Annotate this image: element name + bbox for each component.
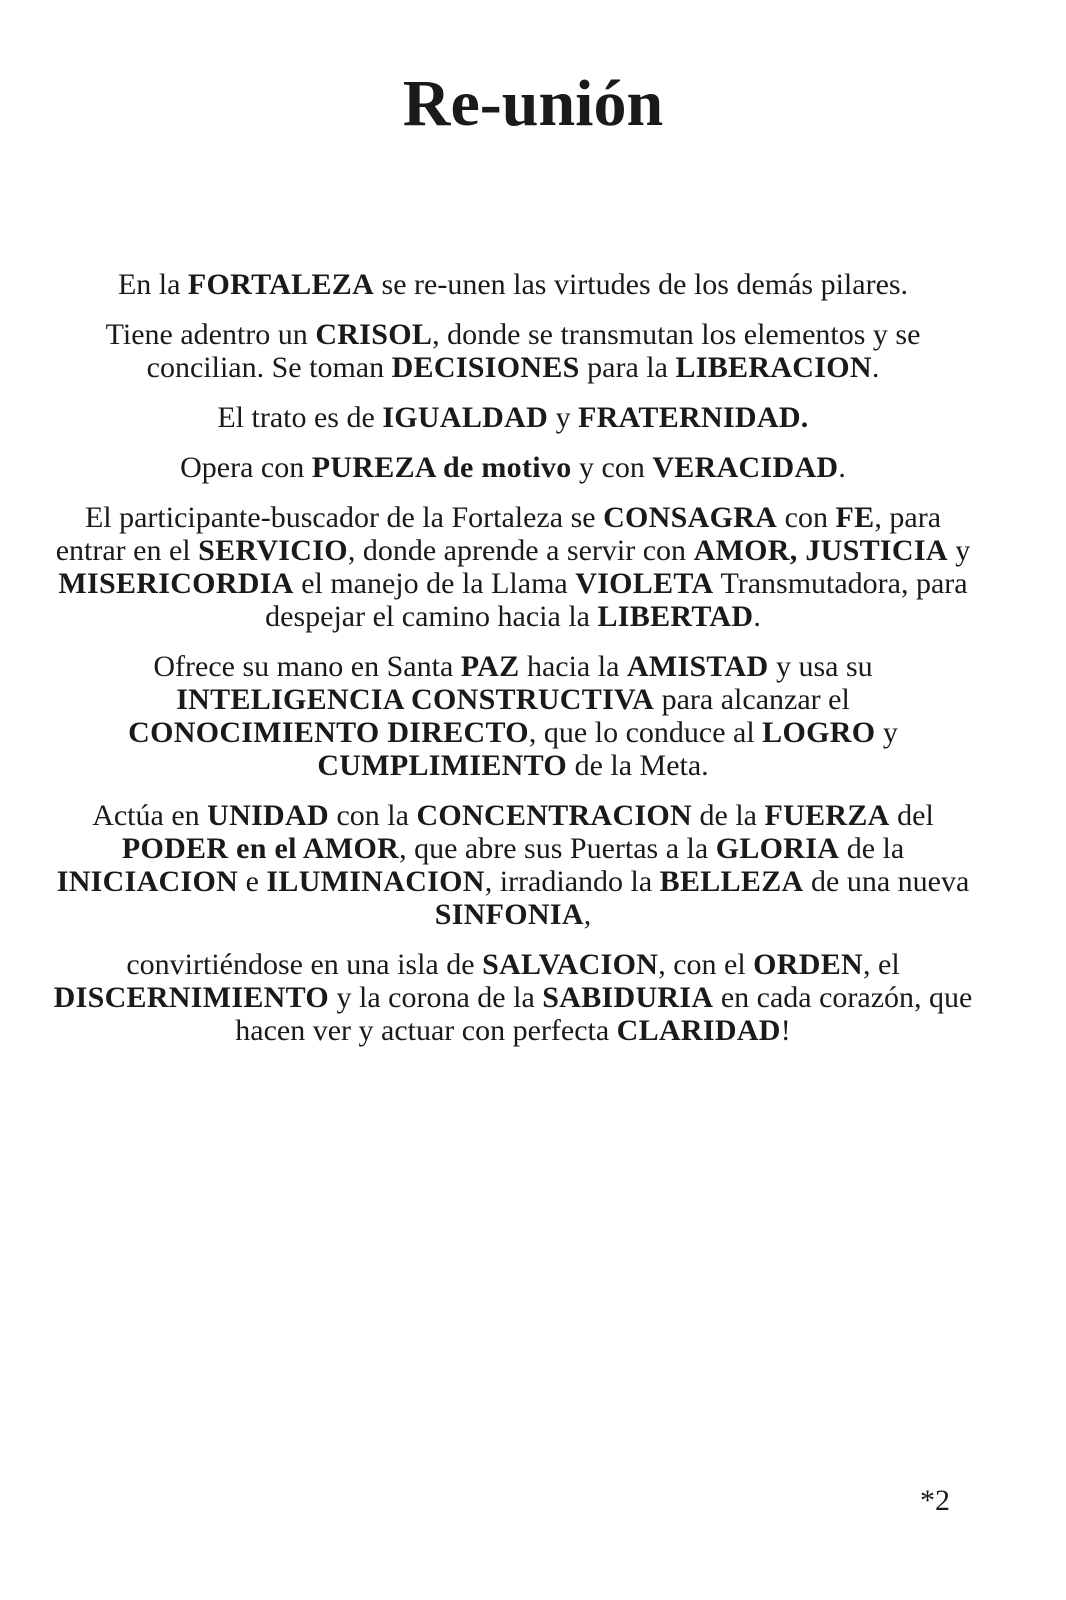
emphasis-text: INICIACION: [56, 865, 239, 898]
emphasis-text: MISERICORDIA: [58, 567, 294, 600]
emphasis-text: SABIDURIA: [542, 981, 714, 1014]
emphasis-text: CRISOL: [315, 318, 433, 351]
text-run: , con el: [658, 948, 754, 981]
emphasis-text: DECISIONES: [391, 351, 580, 384]
text-run: Ofrece su mano en Santa: [153, 650, 461, 683]
emphasis-text: FUERZA: [764, 799, 890, 832]
emphasis-text: LIBERTAD: [597, 600, 754, 633]
text-run: en cada corazón, que hacen ver y actuar con perfecta: [235, 981, 973, 1047]
emphasis-text: ORDEN: [753, 948, 863, 981]
emphasis-text: SERVICIO: [198, 534, 348, 567]
emphasis-text: VIOLETA: [575, 567, 714, 600]
text-run: , que lo conduce al: [528, 716, 763, 749]
emphasis-text: LOGRO: [762, 716, 876, 749]
emphasis-text: AMOR, JUSTICIA: [693, 534, 948, 567]
text-run: , irradiando la: [484, 865, 660, 898]
text-run: para la: [579, 351, 676, 384]
text-run: y la corona de la: [329, 981, 543, 1014]
page-number: *2: [920, 1484, 950, 1517]
text-run: con: [777, 501, 836, 534]
emphasis-text: VERACIDAD: [652, 451, 839, 484]
text-run: del: [889, 799, 934, 832]
text-run: Tiene adentro un: [105, 318, 316, 351]
emphasis-text: IGUALDAD: [382, 401, 549, 434]
emphasis-text: BELLEZA: [659, 865, 804, 898]
text-run: .: [838, 451, 846, 484]
emphasis-text: CONSAGRA: [603, 501, 778, 534]
emphasis-text: CONCENTRACION: [416, 799, 693, 832]
text-run: de la Meta.: [567, 749, 709, 782]
emphasis-text: SINFONIA: [434, 898, 584, 931]
text-run: e: [238, 865, 267, 898]
text-run: se re-unen las virtudes de los demás pilares.: [374, 268, 909, 301]
emphasis-text: DISCERNIMIENTO: [53, 981, 330, 1014]
paragraph: [48, 318, 978, 384]
emphasis-text: PUREZA de motivo: [311, 451, 572, 484]
text-run: ,: [583, 898, 592, 931]
emphasis-text: PAZ: [460, 650, 520, 683]
paragraph: [48, 268, 978, 301]
emphasis-text: CUMPLIMIENTO: [317, 749, 568, 782]
text-run: y: [875, 716, 898, 749]
emphasis-text: SALVACION: [482, 948, 659, 981]
emphasis-text: FE: [835, 501, 875, 534]
text-run: y con: [571, 451, 653, 484]
text-run: !: [780, 1014, 791, 1047]
text-run: y usa su: [768, 650, 873, 683]
emphasis-text: ILUMINACION: [266, 865, 485, 898]
paragraph: [48, 650, 978, 782]
emphasis-text: FORTALEZA: [187, 268, 375, 301]
text-run: , que abre sus Puertas a la: [399, 832, 716, 865]
emphasis-text: CLARIDAD: [616, 1014, 781, 1047]
emphasis-text: INTELIGENCIA CONSTRUCTIVA: [176, 683, 655, 716]
text-run: .: [871, 351, 880, 384]
text-run: y: [947, 534, 971, 567]
text-run: Transmutadora, para despejar el camino hacia la: [265, 567, 968, 633]
emphasis-text: CONOCIMIENTO DIRECTO: [128, 716, 529, 749]
text-run: En la: [117, 268, 188, 301]
text-run: , para entrar en el: [55, 501, 942, 567]
paragraph: [48, 451, 978, 484]
text-run: El trato es de: [217, 401, 383, 434]
paragraph: [48, 948, 978, 1047]
paragraph: [48, 799, 978, 931]
text-run: convirtiéndose en una isla de: [126, 948, 483, 981]
text-run: El participante-buscador de la Fortaleza se: [84, 501, 604, 534]
text-run: de la: [839, 832, 905, 865]
page-title: Re-unión: [402, 67, 664, 140]
emphasis-text: FRATERNIDAD.: [578, 401, 809, 434]
text-run: , donde aprende a servir con: [347, 534, 694, 567]
text-run: con la: [328, 799, 417, 832]
text-run: Opera con: [180, 451, 312, 484]
body-text: [48, 268, 978, 1064]
text-run: hacia la: [519, 650, 627, 683]
emphasis-text: GLORIA: [715, 832, 840, 865]
paragraph: [48, 401, 978, 434]
paragraph: [48, 501, 978, 633]
text-run: para alcanzar el: [654, 683, 850, 716]
text-run: de la: [692, 799, 765, 832]
text-run: el manejo de la Llama: [293, 567, 576, 600]
emphasis-text: LIBERACION: [675, 351, 872, 384]
text-run: y: [548, 401, 579, 434]
text-run: .: [753, 600, 761, 633]
emphasis-text: PODER en el AMOR: [121, 832, 400, 865]
emphasis-text: UNIDAD: [207, 799, 329, 832]
text-run: , el: [863, 948, 900, 981]
text-run: , donde se transmutan los elementos y se concilian. Se toman: [146, 318, 921, 384]
emphasis-text: AMISTAD: [626, 650, 769, 683]
text-run: de una nueva: [803, 865, 970, 898]
text-run: Actúa en: [92, 799, 208, 832]
